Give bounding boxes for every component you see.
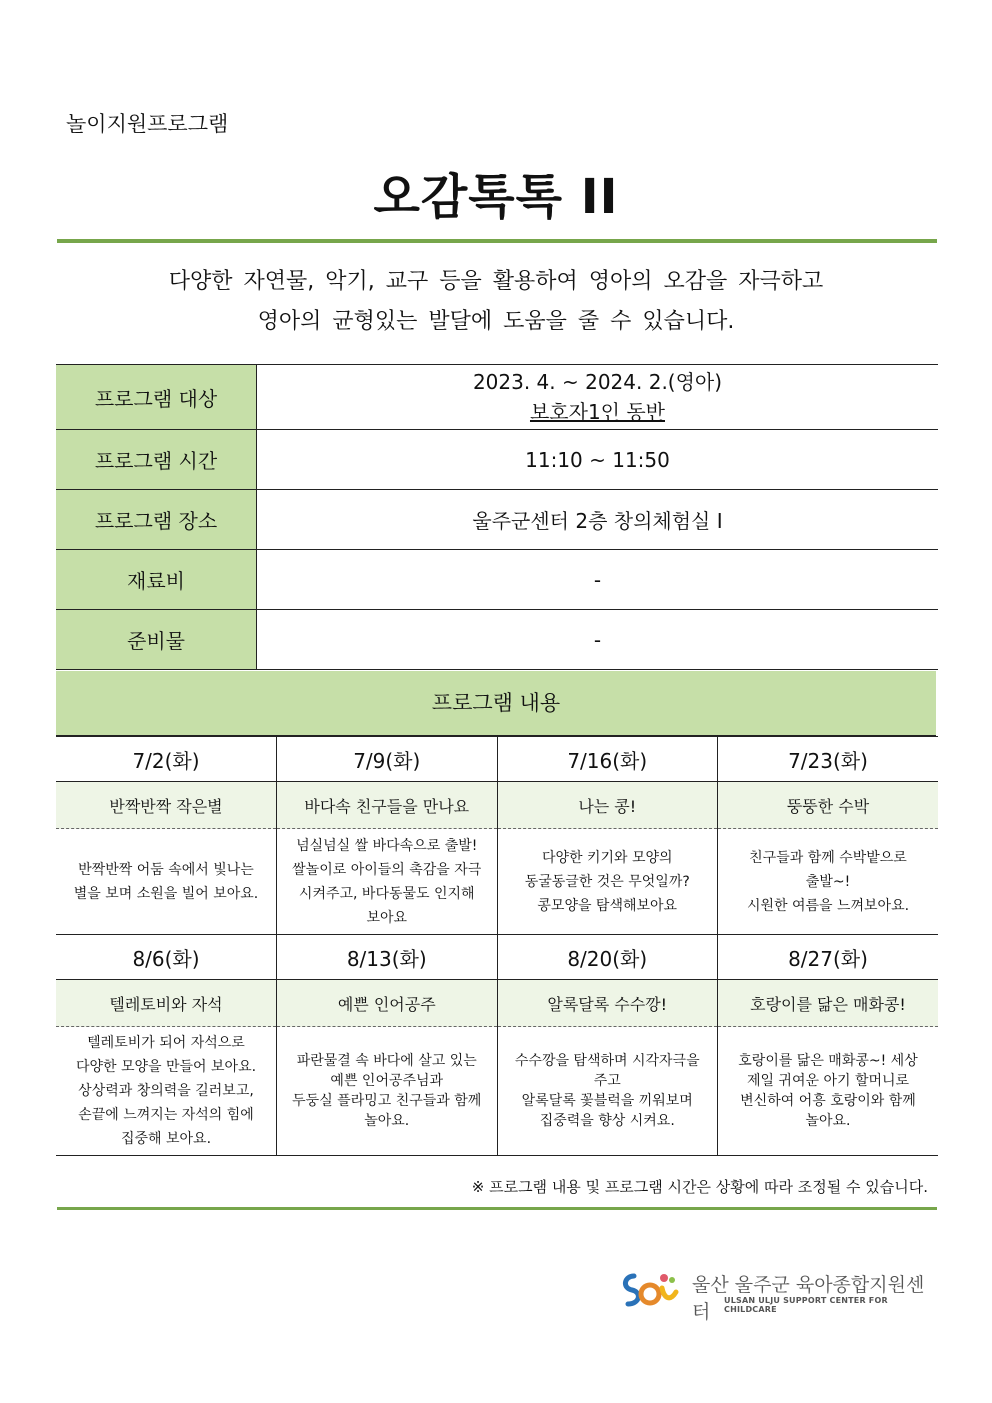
desc-line: 손끝에 느껴지는 자석의 힘에 — [78, 1107, 254, 1123]
session-date: 7/2(화) — [56, 737, 277, 782]
desc-line: 다양한 키기와 모양의 — [541, 849, 673, 866]
session-desc — [56, 829, 277, 935]
top-divider — [57, 239, 937, 243]
desc-line: 알록달록 꽃블럭을 끼워보며 — [521, 1093, 693, 1109]
desc-line: 변신하여 어흥 호랑이와 함께 — [740, 1093, 916, 1109]
session-name: 나는 콩! — [497, 782, 718, 829]
target-period: 2023. 4. ~ 2024. 2.(영아) — [472, 370, 723, 394]
schedule-name-row — [56, 782, 938, 829]
schedule-table — [56, 736, 938, 1156]
desc-line: 놀아요. — [805, 1113, 851, 1129]
target-guardian-note: 보호자1인 동반 — [529, 400, 665, 424]
desc-line: 출발~! — [805, 873, 851, 890]
session-desc — [497, 829, 718, 935]
desc-line: 주고 — [593, 1073, 621, 1089]
info-label-place: 프로그램 장소 — [56, 490, 257, 550]
session-name: 바다속 친구들을 만나요 — [277, 782, 498, 829]
session-desc — [497, 1027, 718, 1156]
desc-line: 별을 보며 소원을 빌어 보아요. — [73, 885, 259, 902]
info-value-target — [257, 365, 939, 430]
session-desc — [277, 829, 498, 935]
desc-line: 예쁜 인어공주님과 — [330, 1073, 444, 1089]
session-name: 알록달록 수수깡! — [497, 980, 718, 1027]
desc-line: 시원한 여름을 느껴보아요. — [746, 897, 910, 914]
desc-line: 텔레토비가 되어 자석으로 — [87, 1035, 245, 1051]
desc-line: 파란물결 속 바다에 살고 있는 — [296, 1053, 477, 1069]
desc-line: 호랑이를 닮은 매화콩~! 세상 — [738, 1053, 918, 1069]
desc-line: 놀아요. — [364, 1113, 410, 1129]
session-date: 8/6(화) — [56, 935, 277, 980]
desc-line: 쌀놀이로 아이들의 촉감을 자극 — [292, 861, 482, 878]
session-date: 8/20(화) — [497, 935, 718, 980]
program-info-table — [56, 364, 938, 670]
session-date: 8/27(화) — [718, 935, 939, 980]
logo-english-text: ULSAN ULJU SUPPORT CENTER FOR CHILDCARE — [724, 1296, 888, 1314]
page-title: 오감톡톡 II — [373, 169, 619, 225]
description-line-2: 영아의 균형있는 발달에 도움을 줄 수 있습니다. — [257, 309, 735, 334]
session-name: 텔레토비와 자석 — [56, 980, 277, 1027]
info-value-place: 울주군센터 2층 창의체험실 I — [257, 490, 939, 550]
description-line-1: 다양한 자연물, 악기, 교구 등을 활용하여 영아의 오감을 자극하고 — [168, 269, 824, 294]
desc-line: 콩모양을 탐색해보아요 — [537, 897, 678, 914]
bottom-divider — [57, 1207, 937, 1210]
schedule-desc-row — [56, 1027, 938, 1156]
info-row-time — [56, 430, 938, 490]
info-label-supplies: 준비물 — [56, 610, 257, 670]
info-label-target: 프로그램 대상 — [56, 365, 257, 430]
info-row-place — [56, 490, 938, 550]
session-name: 예쁜 인어공주 — [277, 980, 498, 1027]
center-logo — [620, 1268, 930, 1323]
desc-line: 두둥실 플라밍고 친구들과 함께 — [292, 1093, 482, 1109]
session-desc — [56, 1027, 277, 1156]
program-contents-header: 프로그램 내용 — [56, 671, 936, 736]
info-value-supplies: - — [257, 610, 939, 670]
info-value-time: 11:10 ~ 11:50 — [257, 430, 939, 490]
session-desc — [277, 1027, 498, 1156]
desc-line: 집중력을 향상 시켜요. — [539, 1113, 675, 1129]
schedule-date-row — [56, 935, 938, 980]
desc-line: 다양한 모양을 만들어 보아요. — [75, 1059, 257, 1075]
schedule-change-note: ※ 프로그램 내용 및 프로그램 시간은 상황에 따라 조정될 수 있습니다. — [471, 1178, 928, 1196]
program-category: 놀이지원프로그램 — [66, 112, 229, 136]
program-description — [0, 262, 992, 342]
desc-line: 넘실넘실 쌀 바다속으로 출발! — [296, 837, 478, 854]
desc-line: 보아요 — [366, 909, 408, 926]
session-name: 반짝반짝 작은별 — [56, 782, 277, 829]
session-name: 호랑이를 닮은 매화콩! — [718, 980, 939, 1027]
info-value-fee: - — [257, 550, 939, 610]
desc-line: 반짝반짝 어둠 속에서 빛나는 — [78, 861, 254, 878]
center-logo-icon — [620, 1268, 680, 1314]
session-desc — [718, 829, 939, 935]
info-label-fee: 재료비 — [56, 550, 257, 610]
desc-line: 상상력과 창의력을 길러보고, — [78, 1083, 254, 1099]
session-name: 뚱뚱한 수박 — [718, 782, 939, 829]
desc-line: 집중해 보아요. — [120, 1131, 212, 1147]
info-row-target — [56, 365, 938, 430]
session-date: 8/13(화) — [277, 935, 498, 980]
schedule-date-row — [56, 737, 938, 782]
logo-korean-text: 울산 울주군 육아종합지원센터 — [692, 1274, 925, 1323]
desc-line: 동굴동글한 것은 무엇일까? — [524, 873, 690, 890]
info-row-supplies — [56, 610, 938, 670]
session-date: 7/16(화) — [497, 737, 718, 782]
info-row-fee — [56, 550, 938, 610]
schedule-desc-row — [56, 829, 938, 935]
schedule-name-row — [56, 980, 938, 1027]
session-date: 7/23(화) — [718, 737, 939, 782]
desc-line: 제일 귀여운 아기 할머니로 — [746, 1073, 910, 1089]
desc-line: 친구들과 함께 수박밭으로 — [749, 849, 907, 866]
session-date: 7/9(화) — [277, 737, 498, 782]
desc-line: 시켜주고, 바다동물도 인지해 — [298, 885, 475, 902]
session-desc — [718, 1027, 939, 1156]
desc-line: 수수깡을 탐색하며 시각자극을 — [514, 1053, 700, 1069]
info-label-time: 프로그램 시간 — [56, 430, 257, 490]
